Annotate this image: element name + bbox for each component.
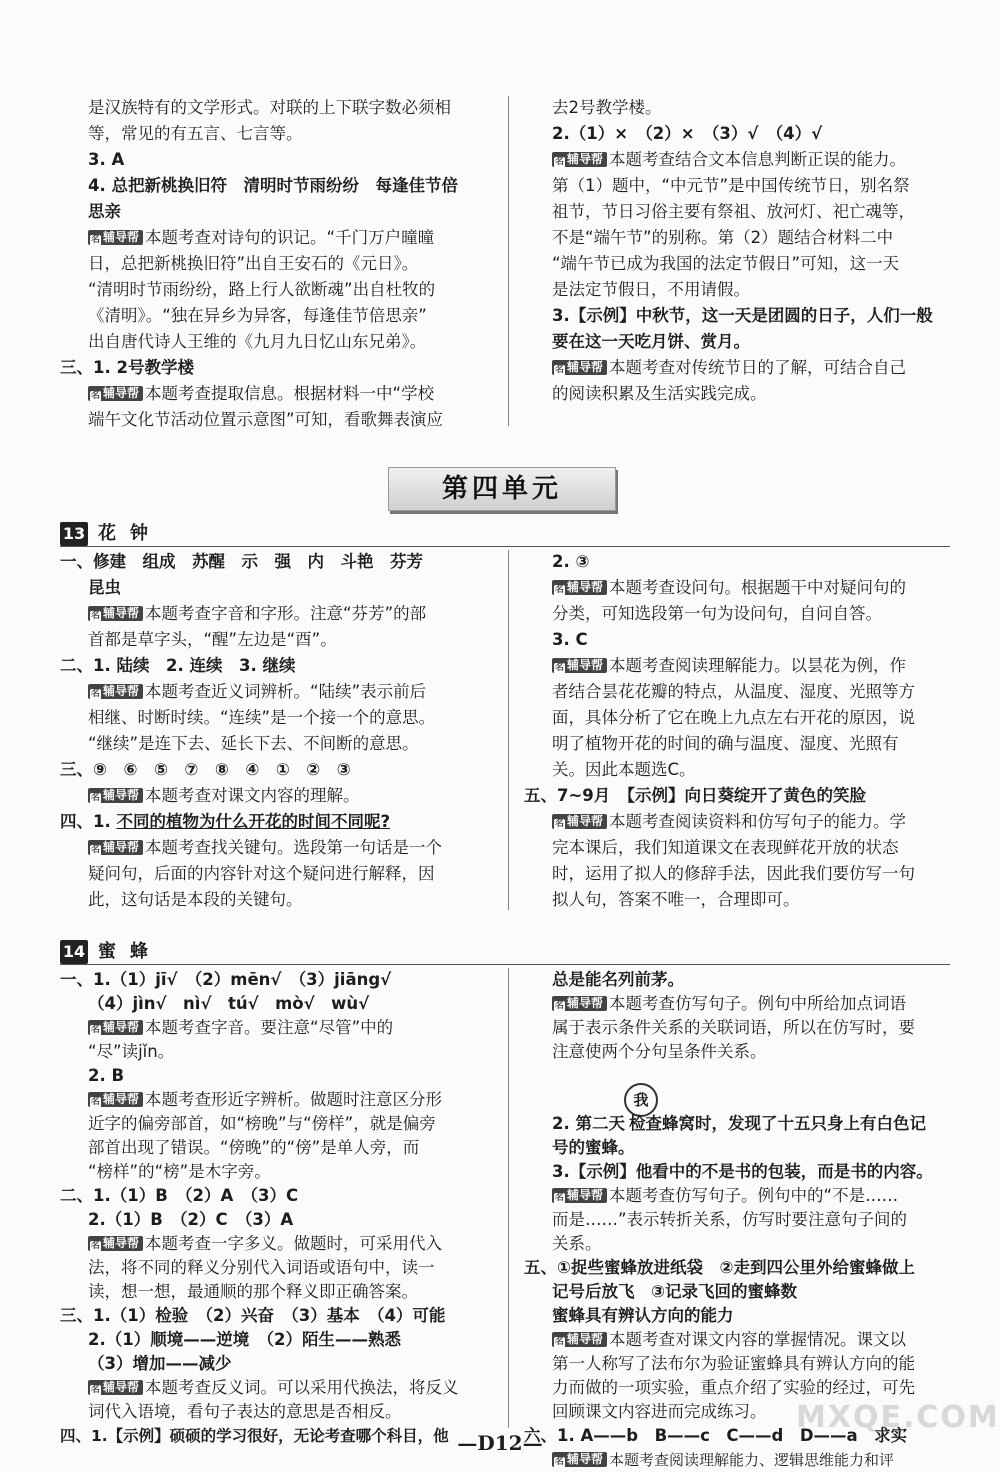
text-line: 《清明》。“独在异乡为异客，每逢佳节倍思亲” (88, 306, 427, 325)
text-line: 是法定节假日，不用请假。 (552, 280, 750, 299)
fudaobang-tag: 名 辅导帮 (88, 1236, 143, 1251)
explanation-line: 名 辅导帮 本题考查设问句。根据题干中对疑问句的 (552, 576, 906, 600)
fudaobang-tag: 名 辅导帮 (552, 360, 607, 375)
tag-icon: 名 (554, 1337, 564, 1347)
text-line: 首都是草字头，“醒”左边是“酉”。 (88, 630, 337, 649)
answer-line: 3.【示例】他看中的不是书的包装，而是书的内容。 (552, 1162, 933, 1181)
lesson-rule (60, 546, 950, 547)
fudaobang-tag: 名 辅导帮 (88, 788, 143, 803)
tag-icon: 名 (90, 845, 100, 855)
text-line: “继续”是连下去、延长下去、不间断的意思。 (88, 734, 419, 753)
explanation-line: 名 辅导帮 本题考查字音。要注意“尽管”中的 (88, 1016, 393, 1040)
explanation-line: 名 辅导帮 本题考查仿写句子。例句中的“不是…… (552, 1184, 898, 1208)
text-line: 第（1）题中，“中元节”是中国传统节日，别名祭 (552, 176, 910, 195)
text-line: 等，常见的有五言、七言等。 (88, 124, 303, 143)
text-line: 端午文化节活动位置示意图”可知，看歌舞表演应 (88, 410, 444, 429)
text-line: “清明时节雨纷纷，路上行人欲断魂”出自杜牧的 (88, 280, 436, 299)
explanation-line: 名 辅导帮 本题考查一字多义。做题时，可采用代入 (88, 1232, 442, 1256)
text-line: 关系。 (552, 1234, 602, 1253)
fudaobang-tag: 名 辅导帮 (552, 996, 607, 1011)
text-line: 的阅读积累及生活实践完成。 (552, 384, 767, 403)
text-line: 祖节，节日习俗主要有祭祖、放河灯、祀亡魂等， (552, 202, 915, 221)
fudaobang-tag: 名 辅导帮 (552, 580, 607, 595)
text-line: 此，这句话是本段的关键句。 (88, 890, 303, 909)
text-line: 去2号教学楼。 (552, 98, 662, 117)
explanation-line: 名 辅导帮 本题考查阅读资料和仿写句子的能力。学 (552, 810, 906, 834)
answer-line: 思亲 (88, 202, 121, 221)
text-line: “尽”读jǐn。 (88, 1042, 175, 1061)
answer-line: 一、1.（1）jī√ （2）mēn√ （3）jiāng√ (60, 970, 392, 989)
text-line: 而是……”表示转折关系，仿写时要注意句子间的 (552, 1210, 908, 1229)
fudaobang-tag: 名 辅导帮 (552, 152, 607, 167)
answer-line: 蜜蜂具有辨认方向的能力 (552, 1306, 734, 1325)
tag-icon: 名 (554, 365, 564, 375)
text-line: “端午节已成为我国的法定节假日”可知，这一天 (552, 254, 900, 273)
text-line: 读，想一想，最通顺的那个释义即正确答案。 (88, 1282, 418, 1301)
answer-line: 要在这一天吃月饼、赏月。 (552, 332, 750, 351)
tag-icon: 名 (90, 611, 100, 621)
lesson-number-badge: 13 (60, 522, 88, 546)
text-line: 部首出现了错误。“傍晚”的“傍”是单人旁，而 (88, 1138, 420, 1157)
fudaobang-tag: 名 辅导帮 (88, 684, 143, 699)
tag-icon: 名 (554, 663, 564, 673)
answer-line: 3. A (88, 150, 125, 169)
text-line: 近字的偏旁部首，如“榜晚”与“傍样”，就是偏旁 (88, 1114, 436, 1133)
answer-line: 二、1. 陆续 2. 连续 3. 继续 (60, 656, 296, 675)
text-line: 注意使两个分句呈条件关系。 (552, 1042, 767, 1061)
tag-icon: 名 (90, 1385, 100, 1395)
answer-line: 3. C (552, 630, 588, 649)
text-line: 分类，可知选段第一句为设问句，自问自答。 (552, 604, 882, 623)
tag-icon: 名 (90, 1241, 100, 1251)
answer-line: 五、7~9月 【示例】向日葵绽开了黄色的笑脸 (524, 786, 867, 805)
explanation-line: 名 辅导帮 本题考查反义词。可以采用代换法，将反义 (88, 1376, 459, 1400)
text-line: 时，运用了拟人的修辞手法，因此我们要仿写一句 (552, 864, 915, 883)
answer-line: （4）jìn√ nì√ tú√ mò√ wù√ (88, 994, 370, 1013)
text-line: 词代入语境，看句子表达的意思是否相反。 (88, 1402, 402, 1421)
tag-icon: 名 (554, 819, 564, 829)
text-line: 属于表示条件关系的关联词语，所以在仿写时，要 (552, 1018, 915, 1037)
page-number: —D12— (457, 1431, 543, 1455)
answer-line: 2. ③ (552, 552, 590, 571)
answer-line: 号的蜜蜂。 (552, 1138, 635, 1157)
answer-line: 六、1. A——b B——c C——d D——a 求实 (524, 1426, 908, 1445)
text-line: 拟人句，答案不唯一，合理即可。 (552, 890, 800, 909)
text-line: 不是“端午节”的别称。第（2）题结合材料二中 (552, 228, 894, 247)
column-divider (508, 968, 509, 1428)
text-line: “榜样”的“榜”是木字旁。 (88, 1162, 271, 1181)
text-line: 面，具体分析了它在晚上九点左右开花的原因，说 (552, 708, 915, 727)
answer-line: 4. 总把新桃换旧符 清明时节雨纷纷 每逢佳节倍 (88, 176, 458, 195)
fudaobang-tag: 名 辅导帮 (88, 840, 143, 855)
key-sentence: 不同的植物为什么开花的时间不同呢? (116, 812, 391, 831)
text-line: 明了植物开花的时间的确与温度、湿度、光照有 (552, 734, 899, 753)
answer-line: 昆虫 (88, 578, 121, 597)
tag-icon: 名 (90, 1025, 100, 1035)
lesson-title: 蜜蜂 (98, 941, 162, 962)
fudaobang-tag: 名 辅导帮 (552, 814, 607, 829)
answer-line: 2.（1）B （2）C （3）A (88, 1210, 294, 1229)
fudaobang-tag: 名 辅导帮 (552, 1188, 607, 1203)
lesson-14-header (60, 940, 950, 966)
explanation-line: 名 辅导帮 本题考查阅读理解能力。以昙花为例，作 (552, 654, 906, 678)
explanation-line: 名 辅导帮 本题考查近义词辨析。“陆续”表示前后 (88, 680, 426, 704)
tag-icon: 名 (90, 689, 100, 699)
answer-line: 2.（1）顺境——逆境 （2）陌生——熟悉 (88, 1330, 401, 1349)
fudaobang-tag: 名 辅导帮 (88, 606, 143, 621)
answer-line: 三、⑨ ⑥ ⑤ ⑦ ⑧ ④ ① ② ③ (60, 760, 351, 779)
fudaobang-tag: 名 辅导帮 (552, 1452, 607, 1467)
answer-line: 五、①捉些蜜蜂放进纸袋 ②走到四公里外给蜜蜂做上 (524, 1258, 915, 1277)
explanation-line: 名 辅导帮 本题考查对课文内容的理解。 (88, 784, 360, 808)
text-line: 回顾课文内容进而完成练习。 (552, 1402, 767, 1421)
lesson-rule (60, 964, 950, 965)
answer-line: 记号后放飞 ③记录飞回的蜜蜂数 (552, 1282, 797, 1301)
text-line: 疑问句，后面的内容针对这个疑问进行解释，因 (88, 864, 435, 883)
answer-line: 一、修建 组成 苏醒 示 强 内 斗艳 芬芳 (60, 552, 423, 571)
fudaobang-tag: 名 辅导帮 (552, 658, 607, 673)
text-line: 者结合昙花花瓣的特点，从温度、湿度、光照等方 (552, 682, 915, 701)
column-divider (508, 96, 509, 426)
answer-line: 总是能名列前茅。 (552, 970, 684, 989)
explanation-line: 名 辅导帮 本题考查阅读理解能力、逻辑思维能力和评 (552, 1448, 894, 1472)
tag-icon: 名 (554, 1457, 564, 1467)
insertion-mark: 我 (624, 1083, 658, 1117)
fudaobang-tag: 名 辅导帮 (88, 230, 143, 245)
lesson-title: 花钟 (98, 523, 162, 544)
answer-line: 三、1. 2号教学楼 (60, 358, 194, 377)
tag-icon: 名 (90, 391, 100, 401)
explanation-line: 名 辅导帮 本题考查形近字辨析。做题时注意区分形 (88, 1088, 442, 1112)
fudaobang-tag: 名 辅导帮 (88, 1380, 143, 1395)
column-divider (508, 550, 509, 910)
fudaobang-tag: 名 辅导帮 (88, 1020, 143, 1035)
explanation-line: 名 辅导帮 本题考查结合文本信息判断正误的能力。 (552, 148, 906, 172)
explanation-line: 名 辅导帮 本题考查仿写句子。例句中所给加点词语 (552, 992, 906, 1016)
text-line: 完本课后，我们知道课文在表现鲜花开放的状态 (552, 838, 899, 857)
answer-line: 三、1.（1）检验 （2）兴奋 （3）基本 （4）可能 (60, 1306, 446, 1325)
answer-line: 四、1. 不同的植物为什么开花的时间不同呢? (60, 812, 391, 831)
lesson-number-badge: 14 (60, 940, 88, 964)
text-line: 法，将不同的释义分别代入词语或语句中，读一 (88, 1258, 435, 1277)
tag-icon: 名 (90, 235, 100, 245)
answer-line: 四、1.【示例】硕硕的学习很好，无论考查哪个科目，他 (60, 1427, 449, 1445)
tag-icon: 名 (554, 585, 564, 595)
site-watermark: MXQE.COM (796, 1400, 1000, 1435)
explanation-line: 名 辅导帮 本题考查找关键句。选段第一句话是一个 (88, 836, 442, 860)
answer-line: 3.【示例】中秋节，这一天是团圆的日子，人们一般 (552, 306, 933, 325)
explanation-line: 名 辅导帮 本题考查提取信息。根据材料一中“学校 (88, 382, 434, 406)
lesson-13-header (60, 522, 950, 548)
text-line: 出自唐代诗人王维的《九月九日忆山东兄弟》。 (88, 332, 427, 351)
explanation-line: 名 辅导帮 本题考查对课文内容的掌握情况。课文以 (552, 1328, 906, 1352)
tag-icon: 名 (90, 1097, 100, 1107)
answer-line: 2. 第二天 检查蜂窝时，发现了十五只身上有白色记 (552, 1114, 926, 1133)
tag-icon: 名 (554, 157, 564, 167)
fudaobang-tag: 名 辅导帮 (88, 386, 143, 401)
text-line: 是汉族特有的文学形式。对联的上下联字数必须相 (88, 98, 451, 117)
explanation-line: 名 辅导帮 本题考查字音和字形。注意“芬芳”的部 (88, 602, 426, 626)
explanation-line: 名 辅导帮 本题考查对诗句的识记。“千门万户曈曈 (88, 226, 434, 250)
answer-line: 2.（1）× （2）× （3）√ （4）√ (552, 124, 823, 143)
text-line: 力而做的一项实验，重点介绍了实验的经过，可先 (552, 1378, 915, 1397)
tag-icon: 名 (90, 793, 100, 803)
fudaobang-tag: 名 辅导帮 (552, 1332, 607, 1347)
text-line: 关。因此本题选C。 (552, 760, 696, 779)
tag-icon: 名 (554, 1193, 564, 1203)
answer-line: 二、1.（1）B （2）A （3）C (60, 1186, 299, 1205)
fudaobang-tag: 名 辅导帮 (88, 1092, 143, 1107)
answer-line: 2. B (88, 1066, 125, 1085)
text-line: 相继、时断时续。“连续”是一个接一个的意思。 (88, 708, 436, 727)
answer-line: （3）增加——减少 (88, 1354, 232, 1373)
explanation-line: 名 辅导帮 本题考查对传统节日的了解，可结合自己 (552, 356, 906, 380)
text-line: 日，总把新桃换旧符”出自王安石的《元日》。 (88, 254, 419, 273)
text-line: 第一人称写了法布尔为验证蜜蜂具有辨认方向的能 (552, 1354, 915, 1373)
unit-title-banner: 第四单元 (388, 467, 616, 511)
tag-icon: 名 (554, 1001, 564, 1011)
